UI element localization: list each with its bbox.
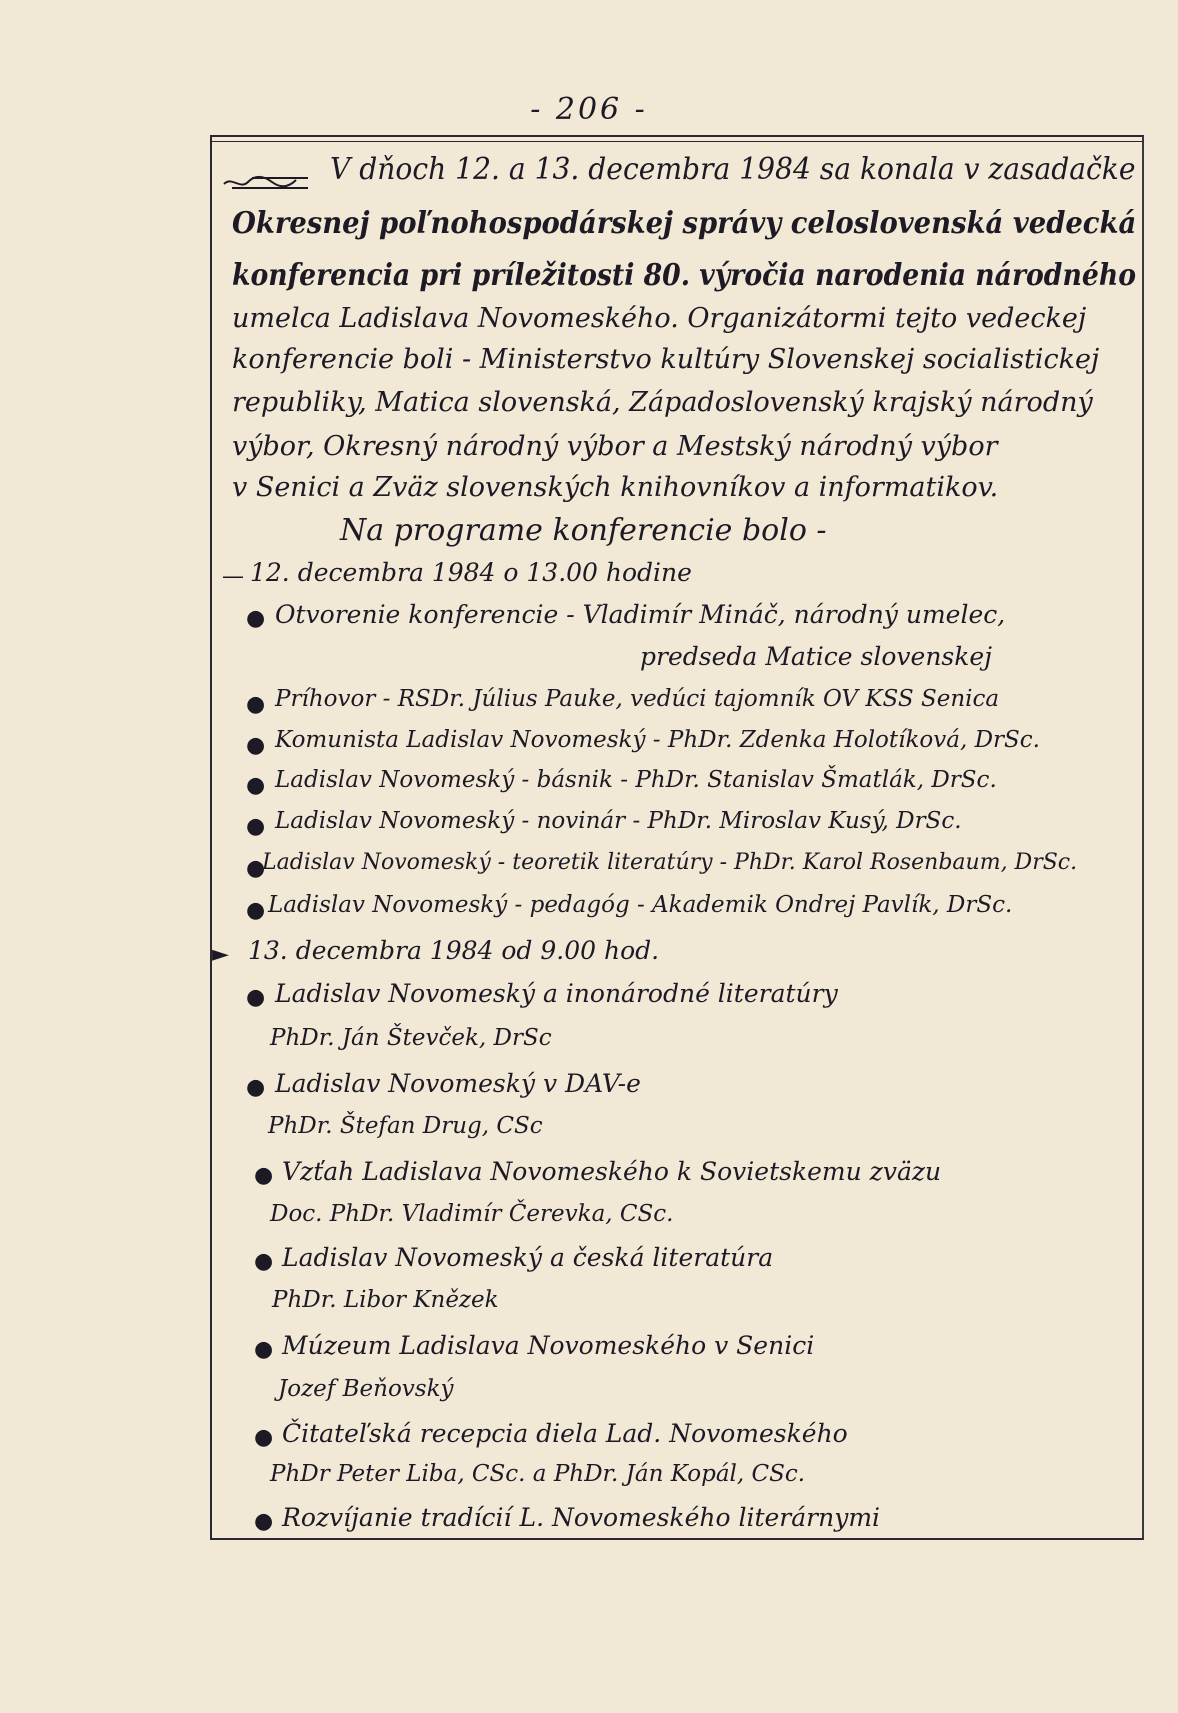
bullet-icon: ● — [254, 1425, 274, 1450]
bullet-icon: ● — [246, 733, 266, 758]
day2-item-title: Ladislav Novomeský a česká literatúra — [282, 1243, 774, 1272]
day2-item-speaker: PhDr. Štefan Drug, CSc — [268, 1113, 543, 1139]
day2-heading: 13. decembra 1984 od 9.00 hod. — [248, 936, 660, 965]
frame-top-rule — [210, 135, 1144, 142]
day1-item-title: Ladislav Novomeský - novinár - PhDr. Miroslav Kusý, DrSc. — [275, 808, 962, 834]
day1-item-title: Komunista Ladislav Novomeský - PhDr. Zdenka Holotíková, DrSc. — [275, 727, 1040, 753]
bullet-icon: ● — [246, 1075, 266, 1100]
bullet-icon: ● — [246, 898, 266, 923]
day2-item-title: Čitateľská recepcia diela Lad. Novomeského — [282, 1419, 848, 1448]
day1-item-title: Ladislav Novomeský - básnik - PhDr. Stanislav Šmatlák, DrSc. — [275, 767, 997, 793]
intro-line: konferencia pri príležitosti 80. výročia narodenia národného — [232, 258, 1137, 293]
day1-item-speaker: predseda Matice slovenskej — [640, 642, 992, 671]
decorative-flourish-icon — [222, 168, 314, 192]
bullet-icon: ● — [246, 606, 266, 631]
day2-item-title: Vzťah Ladislava Novomeského k Sovietskemu zväzu — [282, 1157, 942, 1186]
intro-line: konferencie boli - Ministerstvo kultúry Slovenskej socialistickej — [232, 344, 1100, 375]
day2-item-title: Ladislav Novomeský v DAV-e — [275, 1069, 641, 1098]
intro-line: umelca Ladislava Novomeského. Organizátormi tejto vedeckej — [232, 303, 1087, 334]
day2-item-title: Ladislav Novomeský a inonárodné literatúry — [275, 979, 838, 1008]
bullet-icon: ● — [254, 1509, 274, 1534]
day2-item-speaker: PhDr Peter Liba, CSc. a PhDr. Ján Kopál, CSc. — [270, 1461, 806, 1487]
day2-item-speaker: PhDr. Libor Knězek — [272, 1287, 499, 1313]
day1-item-title: Ladislav Novomeský - teoretik literatúry - PhDr. Karol Rosenbaum, DrSc. — [262, 850, 1078, 875]
bullet-icon: ● — [246, 856, 266, 881]
bullet-icon: ● — [246, 692, 266, 717]
intro-line: V dňoch 12. a 13. decembra 1984 sa konala v zasadačke — [330, 152, 1136, 187]
day2-item-speaker: Jozef Beňovský — [278, 1376, 454, 1402]
intro-line: Okresnej poľnohospodárskej správy celoslovenská vedecká — [232, 206, 1137, 241]
bullet-icon: ● — [246, 985, 266, 1010]
day2-item-speaker: PhDr. Ján Števček, DrSc — [270, 1025, 552, 1051]
bullet-icon: ● — [254, 1163, 274, 1188]
day1-heading: 12. decembra 1984 o 13.00 hodine — [250, 558, 692, 587]
bullet-icon: ● — [246, 814, 266, 839]
day1-item-title: Otvorenie konferencie - Vladimír Mináč, národný umelec, — [275, 600, 1006, 629]
day2-item-title: Múzeum Ladislava Novomeského v Senici — [282, 1331, 815, 1360]
dash-icon: — — [222, 564, 244, 589]
bullet-icon: ● — [254, 1337, 274, 1362]
bullet-icon: ● — [254, 1249, 274, 1274]
bullet-icon: ● — [246, 773, 266, 798]
intro-line: v Senici a Zväz slovenských knihovníkov a informatikov. — [232, 472, 999, 503]
page-number: - 206 - — [530, 92, 648, 127]
intro-line: výbor, Okresný národný výbor a Mestský národný výbor — [232, 431, 998, 462]
day1-item-title: Príhovor - RSDr. Július Pauke, vedúci tajomník OV KSS Senica — [275, 686, 1000, 712]
intro-line: republiky, Matica slovenská, Západoslovenský krajský národný — [232, 387, 1093, 418]
day1-item-title: Ladislav Novomeský - pedagóg - Akademik Ondrej Pavlík, DrSc. — [268, 892, 1013, 918]
day2-item-title: Rozvíjanie tradícií L. Novomeského literárnymi — [282, 1503, 881, 1532]
program-heading: Na programe konferencie bolo - — [340, 513, 827, 548]
day2-item-speaker: Doc. PhDr. Vladimír Čerevka, CSc. — [270, 1201, 674, 1227]
arrow-icon: ► — [212, 942, 229, 967]
